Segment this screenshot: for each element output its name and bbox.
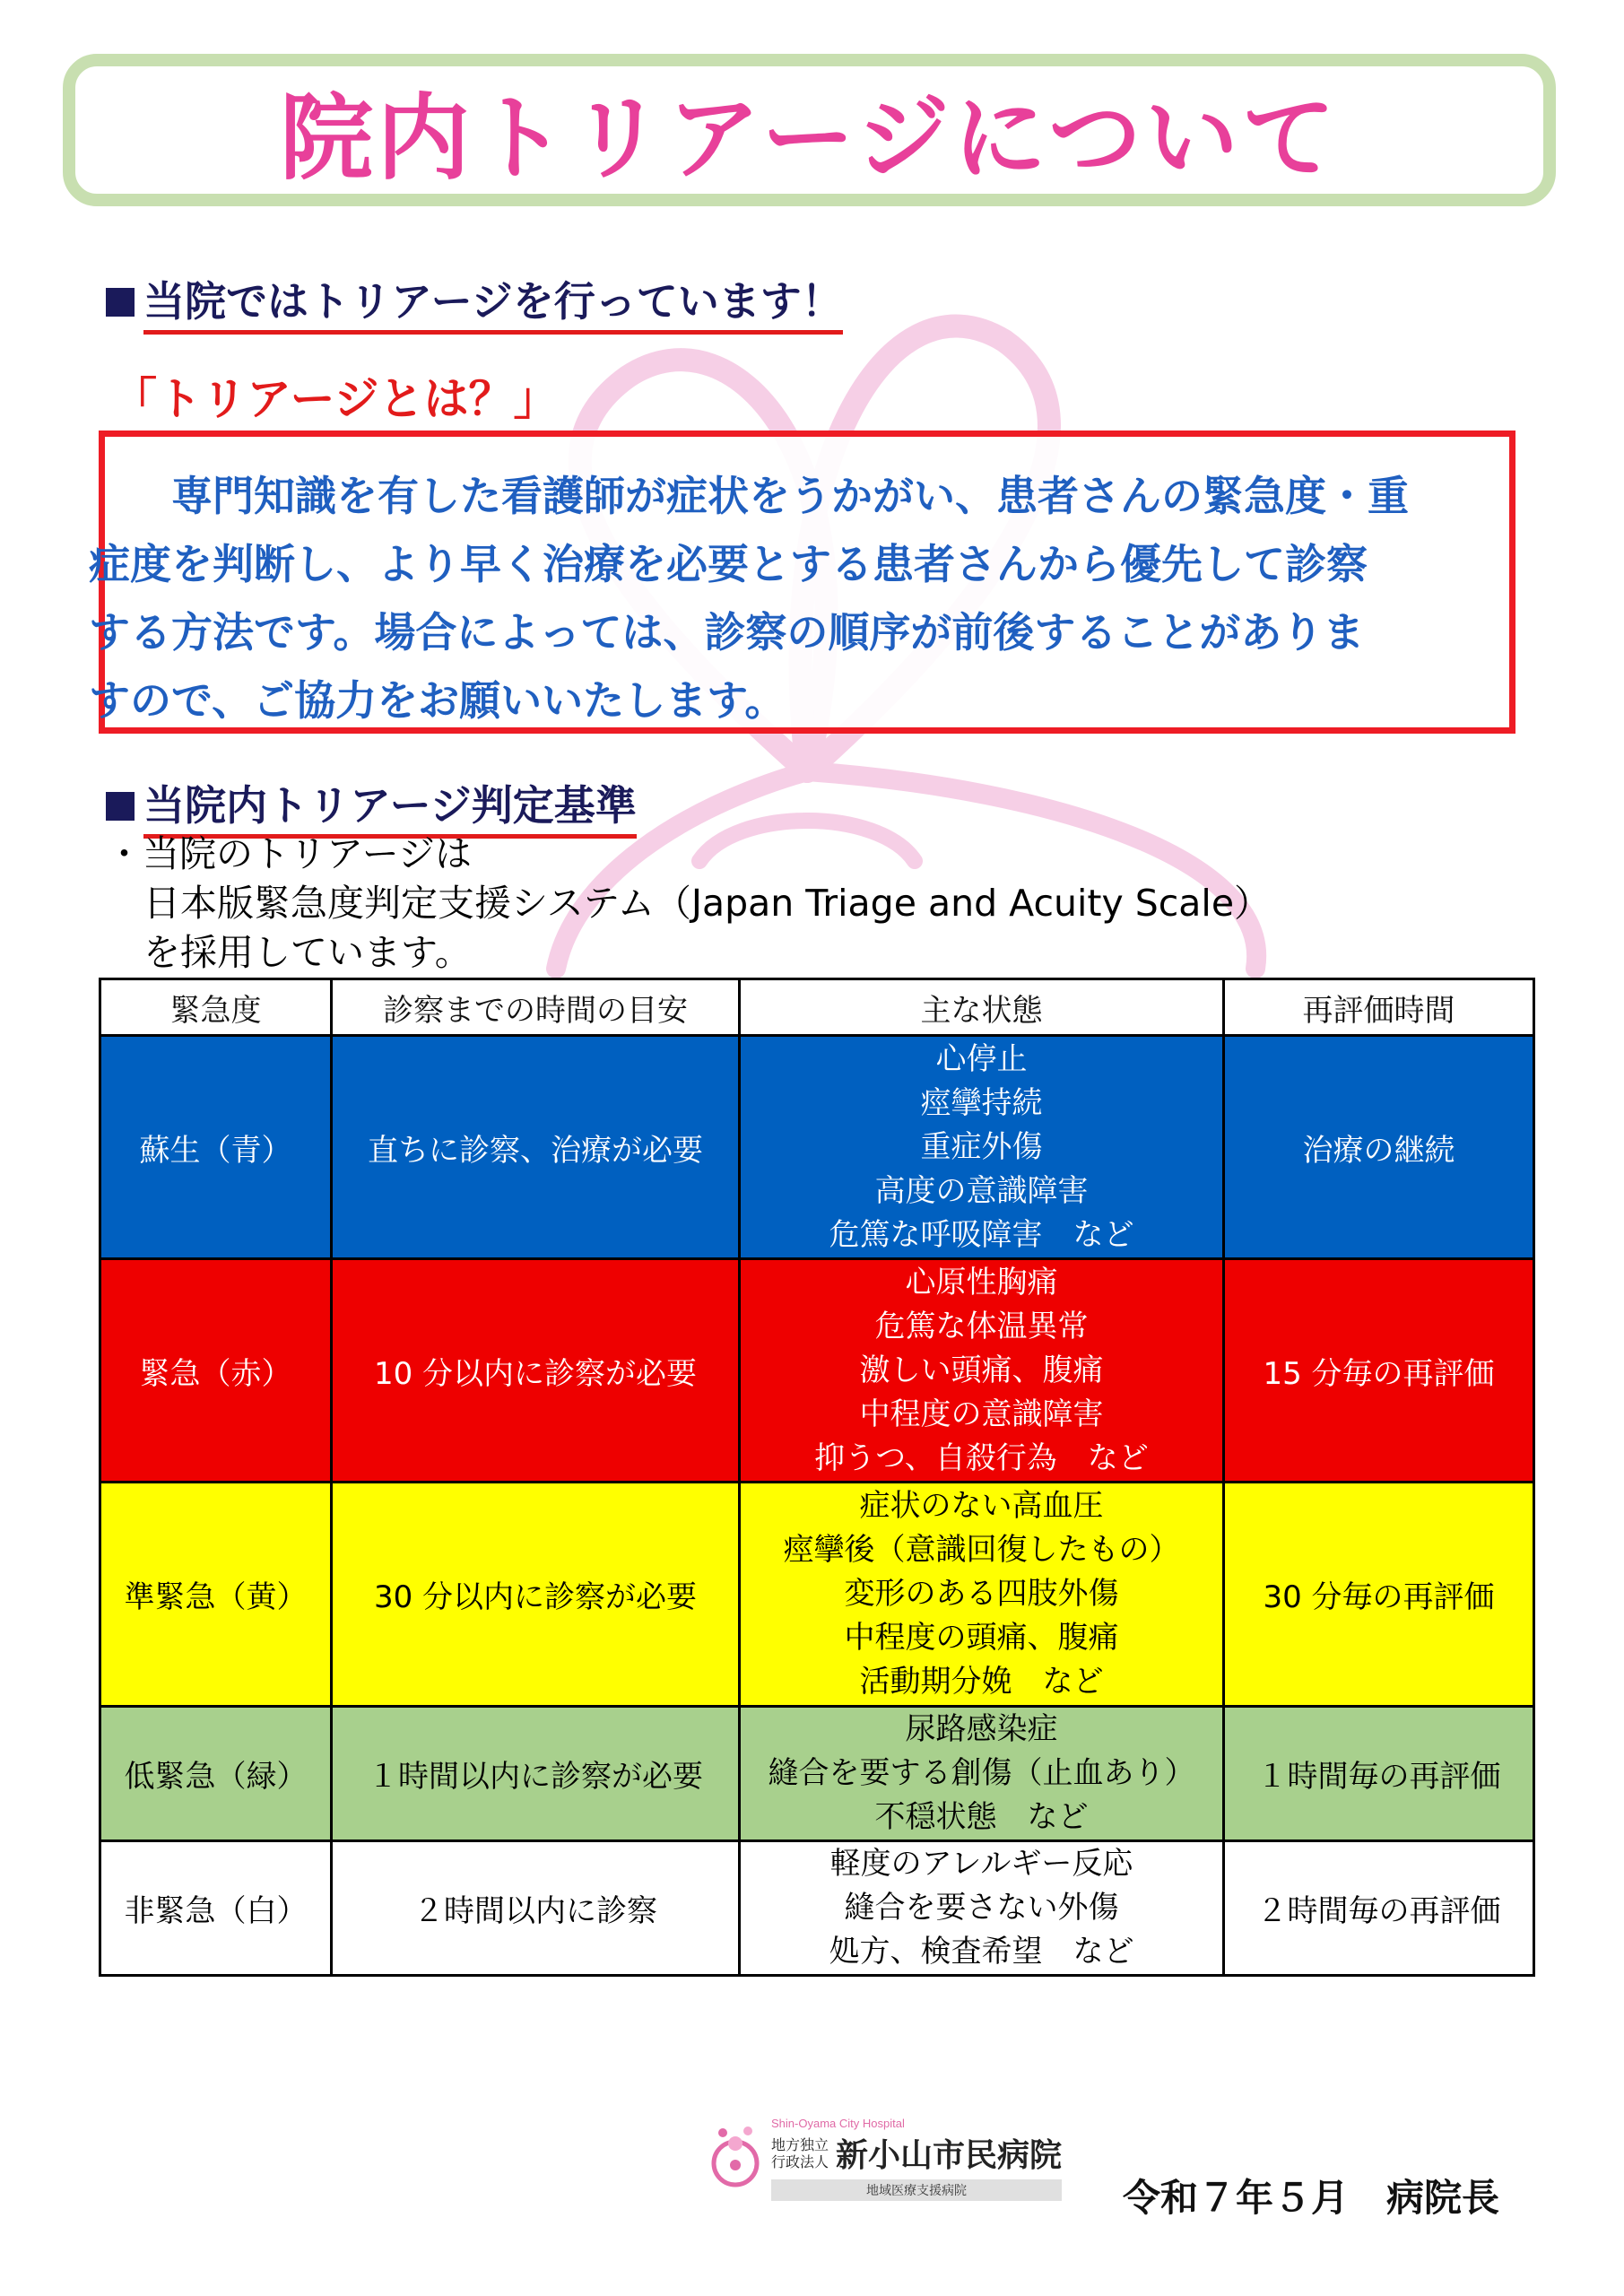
time-cell: 30 分以内に診察が必要: [332, 1483, 740, 1707]
logo-name-row: [771, 2130, 1062, 2176]
conditions-cell: [740, 1483, 1224, 1707]
conditions-cell: [740, 1259, 1224, 1483]
corporation-line: 行政法人: [771, 2152, 829, 2170]
hospital-logo: [708, 2117, 1062, 2201]
conditions-cell: [740, 1036, 1224, 1259]
conditions-cell: [740, 1841, 1224, 1976]
condition-item: 尿路感染症: [905, 1711, 1058, 1747]
section1-heading-text: 当院ではトリアージを行っています！: [143, 269, 843, 335]
level-cell: 非緊急（白）: [100, 1841, 332, 1976]
condition-item: 抑うつ、自殺行為 など: [814, 1439, 1149, 1476]
header-time: 診察までの時間の目安: [332, 979, 740, 1036]
date-signature: 令和７年５月 病院長: [1123, 2176, 1500, 2220]
corporation-line: 地方独立: [771, 2135, 829, 2153]
reeval-cell: 治療の継続: [1224, 1036, 1534, 1259]
intro-line: を採用しています。: [143, 931, 472, 974]
table-row-urgent: [100, 1483, 1534, 1707]
definition-box: [89, 430, 1515, 734]
condition-item: 重症外傷: [920, 1128, 1043, 1165]
reeval-cell: 30 分毎の再評価: [1224, 1483, 1534, 1707]
condition-item: 中程度の意識障害: [859, 1396, 1104, 1432]
definition-line: すので、ご協力をお願いいたします。: [89, 676, 786, 725]
time-cell: ２時間以内に診察: [332, 1841, 740, 1976]
hospital-designation: 地域医療支援病院: [771, 2179, 1062, 2201]
section1-heading: [106, 269, 843, 335]
condition-item: 活動期分娩 など: [859, 1664, 1104, 1700]
condition-item: 危篤な呼吸障害 など: [829, 1216, 1134, 1253]
square-bullet-icon: [106, 288, 135, 317]
table-row-non-urgent: [100, 1841, 1534, 1976]
condition-item: 縫合を要さない外傷: [844, 1890, 1119, 1926]
hospital-logo-icon: [708, 2118, 762, 2199]
triage-table: [99, 978, 1535, 1977]
condition-item: 痙攣後（意識回復したもの）: [783, 1532, 1180, 1568]
table-row-emergency: [100, 1259, 1534, 1483]
condition-item: 変形のある四肢外傷: [844, 1576, 1119, 1612]
hospital-name: 新小山市民病院: [836, 2136, 1063, 2174]
time-cell: 10 分以内に診察が必要: [332, 1259, 740, 1483]
condition-item: 縫合を要する創傷（止血あり）: [768, 1755, 1195, 1791]
title-frame: [63, 54, 1556, 206]
definition-label: 「トリアージとは？」: [112, 373, 559, 425]
definition-text: [89, 462, 1484, 735]
level-cell: 緊急（赤）: [100, 1259, 332, 1483]
condition-item: 激しい頭痛、腹痛: [859, 1352, 1104, 1388]
reeval-cell: ２時間毎の再評価: [1224, 1841, 1534, 1976]
definition-line: する方法です。場合によっては、診察の順序が前後することがありま: [89, 608, 1365, 657]
intro-line: 日本版緊急度判定支援システム（Japan Triage and Acuity Scale）: [143, 882, 1272, 925]
condition-item: 危篤な体温異常: [874, 1308, 1089, 1344]
condition-item: 心停止: [935, 1040, 1028, 1077]
triage-intro: [106, 830, 1271, 978]
square-bullet-icon: [106, 792, 135, 821]
condition-item: 処方、検査希望 など: [829, 1934, 1134, 1970]
level-cell: 準緊急（黄）: [100, 1483, 332, 1707]
condition-item: 痙攣持続: [920, 1084, 1043, 1121]
definition-line: 専門知識を有した看護師が症状をうかがい、患者さんの緊急度・重: [171, 472, 1409, 520]
level-cell: 蘇生（青）: [100, 1036, 332, 1259]
table-header-row: [100, 979, 1534, 1036]
definition-line: 症度を判断し、より早く治療を必要とする患者さんから優先して診察: [89, 540, 1368, 588]
reeval-cell: 15 分毎の再評価: [1224, 1259, 1534, 1483]
page-title: 院内トリアージについて: [280, 83, 1339, 193]
hospital-name-en: Shin-Oyama City Hospital: [771, 2117, 905, 2130]
logo-text: [771, 2117, 1062, 2201]
section2-heading-text: 当院内トリアージ判定基準: [143, 773, 637, 839]
level-cell: 低緊急（緑）: [100, 1707, 332, 1841]
table-row-resuscitation: [100, 1036, 1534, 1259]
condition-item: 不穏状態 など: [874, 1799, 1089, 1835]
conditions-cell: [740, 1707, 1224, 1841]
condition-item: 軽度のアレルギー反応: [829, 1846, 1133, 1882]
condition-item: 中程度の頭痛、腹痛: [844, 1620, 1119, 1656]
condition-item: 高度の意識障害: [874, 1172, 1089, 1209]
condition-item: 症状のない高血圧: [859, 1488, 1104, 1524]
corporation-type: [771, 2136, 829, 2170]
condition-item: 心原性胸痛: [905, 1264, 1058, 1300]
intro-line: ・当院のトリアージは: [106, 832, 472, 875]
header-level: 緊急度: [100, 979, 332, 1036]
table-row-less-urgent: [100, 1707, 1534, 1841]
header-reeval: 再評価時間: [1224, 979, 1534, 1036]
time-cell: 直ちに診察、治療が必要: [332, 1036, 740, 1259]
header-conditions: 主な状態: [740, 979, 1224, 1036]
reeval-cell: １時間毎の再評価: [1224, 1707, 1534, 1841]
time-cell: １時間以内に診察が必要: [332, 1707, 740, 1841]
